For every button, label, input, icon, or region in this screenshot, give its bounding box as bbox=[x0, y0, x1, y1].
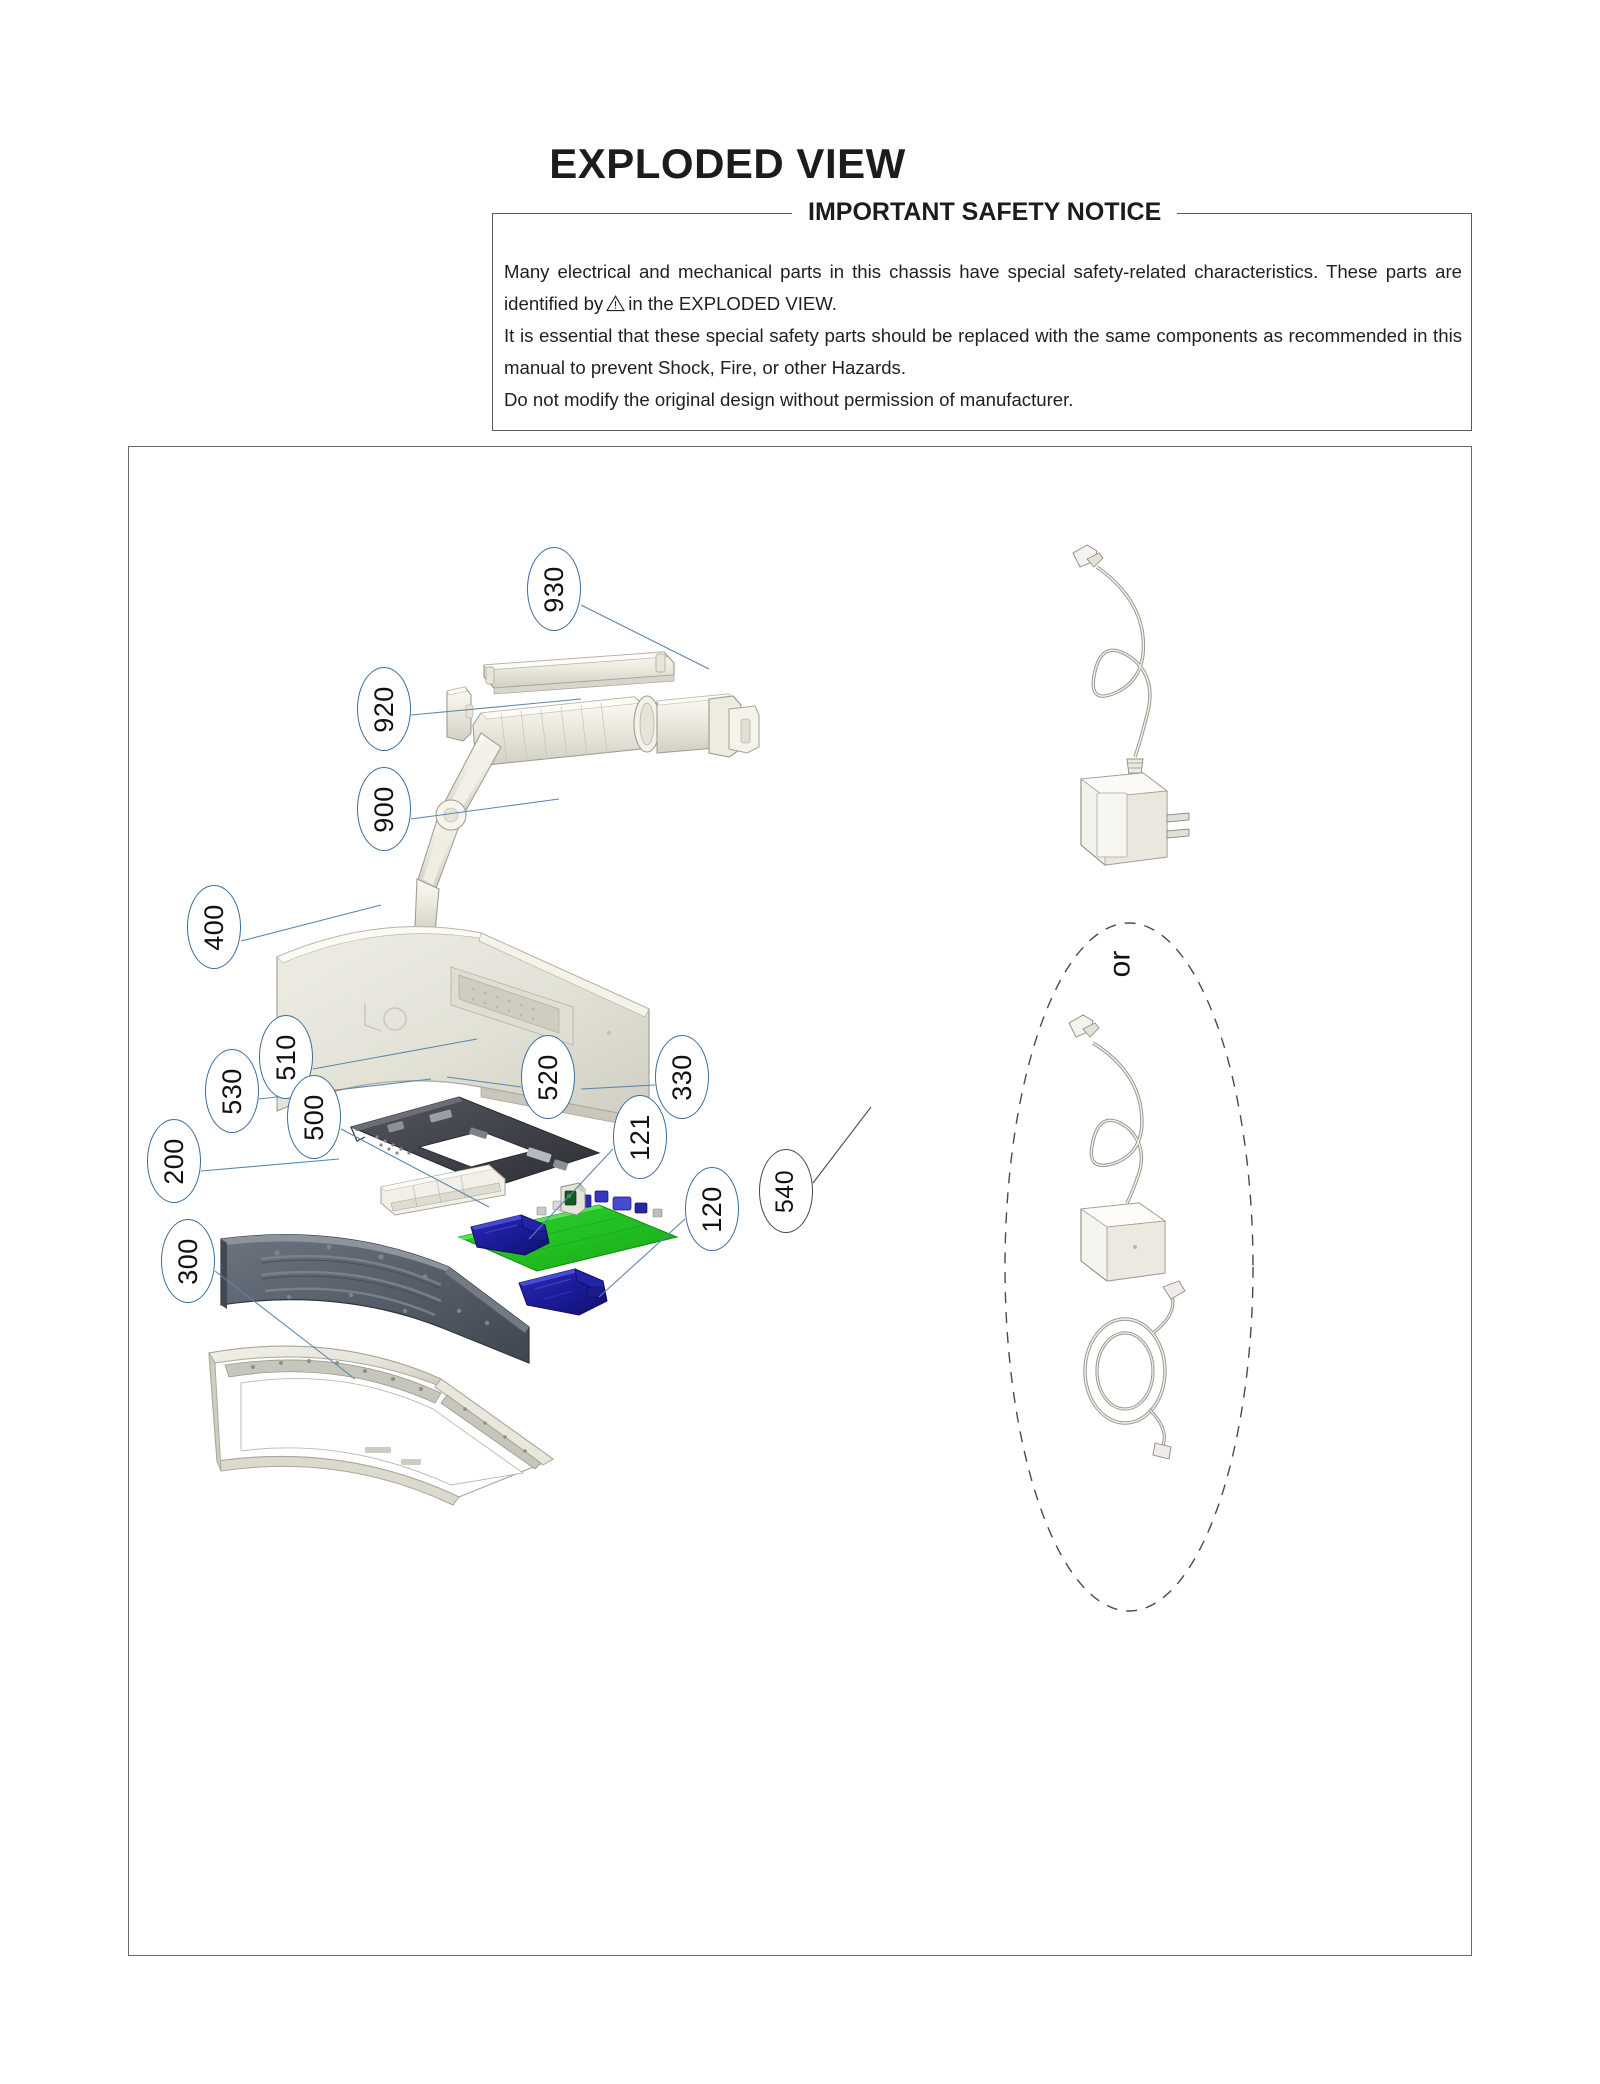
safety-notice-body bbox=[504, 256, 1462, 416]
part-920-arm-end-cap bbox=[447, 687, 473, 741]
callout-920[interactable] bbox=[357, 667, 411, 751]
callout-900-label: 900 bbox=[368, 785, 399, 833]
part-930-stand-top-cover bbox=[484, 652, 674, 694]
exploded-view-diagram bbox=[128, 446, 1472, 1956]
callout-930[interactable] bbox=[527, 547, 581, 631]
callout-400-label: 400 bbox=[198, 903, 229, 951]
callout-200[interactable] bbox=[147, 1119, 201, 1203]
callout-330-label: 330 bbox=[666, 1053, 697, 1101]
callout-121[interactable] bbox=[613, 1095, 667, 1179]
callout-520-label: 520 bbox=[532, 1053, 563, 1101]
warning-triangle-icon bbox=[606, 295, 625, 312]
part-300-front-bezel-frame bbox=[209, 1346, 553, 1505]
callout-300[interactable] bbox=[161, 1219, 215, 1303]
safety-notice-legend: IMPORTANT SAFETY NOTICE bbox=[792, 198, 1177, 227]
part-120-hinge-bracket-lower bbox=[519, 1269, 607, 1315]
callout-540-label: 540 bbox=[771, 1169, 800, 1213]
callout-930-label: 930 bbox=[538, 565, 569, 613]
callout-920-label: 920 bbox=[368, 685, 399, 733]
callout-500-label: 500 bbox=[298, 1093, 329, 1141]
callout-530[interactable] bbox=[205, 1049, 259, 1133]
safety-line-1a: Many electrical and mechanical parts in this chassis have special safety-related characteristics. These parts are identified by bbox=[504, 261, 1462, 314]
callout-520[interactable] bbox=[521, 1035, 575, 1119]
callout-300-label: 300 bbox=[172, 1237, 203, 1285]
alternative-or-label: or bbox=[1103, 950, 1137, 978]
callout-530-label: 530 bbox=[216, 1067, 247, 1115]
diagram-canvas bbox=[129, 447, 1471, 1955]
safety-paragraph-1 bbox=[504, 256, 1462, 320]
safety-paragraph-2: It is essential that these special safety parts should be replaced with the same components as recommended in this manual to prevent Shock, Fire, or other Hazards. bbox=[504, 325, 1462, 378]
part-540-power-adapter-group bbox=[1005, 545, 1253, 1611]
callout-510-label: 510 bbox=[270, 1033, 301, 1081]
safety-paragraph-3: Do not modify the original design without permission of manufacturer. bbox=[504, 389, 1074, 410]
callout-500[interactable] bbox=[287, 1075, 341, 1159]
callout-120-label: 120 bbox=[696, 1185, 727, 1233]
callout-900[interactable] bbox=[357, 767, 411, 851]
adapter-desktop-brick bbox=[1069, 1015, 1185, 1459]
part-200-rear-cover-panel bbox=[221, 1235, 529, 1363]
part-330-power-jack-module bbox=[561, 1183, 585, 1215]
callout-121-label: 121 bbox=[624, 1113, 655, 1161]
callout-400[interactable] bbox=[187, 885, 241, 969]
safety-line-1b: in the EXPLODED VIEW. bbox=[628, 293, 837, 314]
page-title bbox=[0, 140, 1600, 188]
page-title-text: EXPLODED VIEW bbox=[549, 140, 906, 187]
part-520-cover-bracket bbox=[381, 1165, 505, 1215]
adapter-wall-plug bbox=[1073, 545, 1189, 865]
callout-540[interactable] bbox=[759, 1149, 813, 1233]
callout-120[interactable] bbox=[685, 1167, 739, 1251]
callout-200-label: 200 bbox=[158, 1137, 189, 1185]
callout-330[interactable] bbox=[655, 1035, 709, 1119]
callout-leader-line-540 bbox=[813, 1107, 871, 1183]
